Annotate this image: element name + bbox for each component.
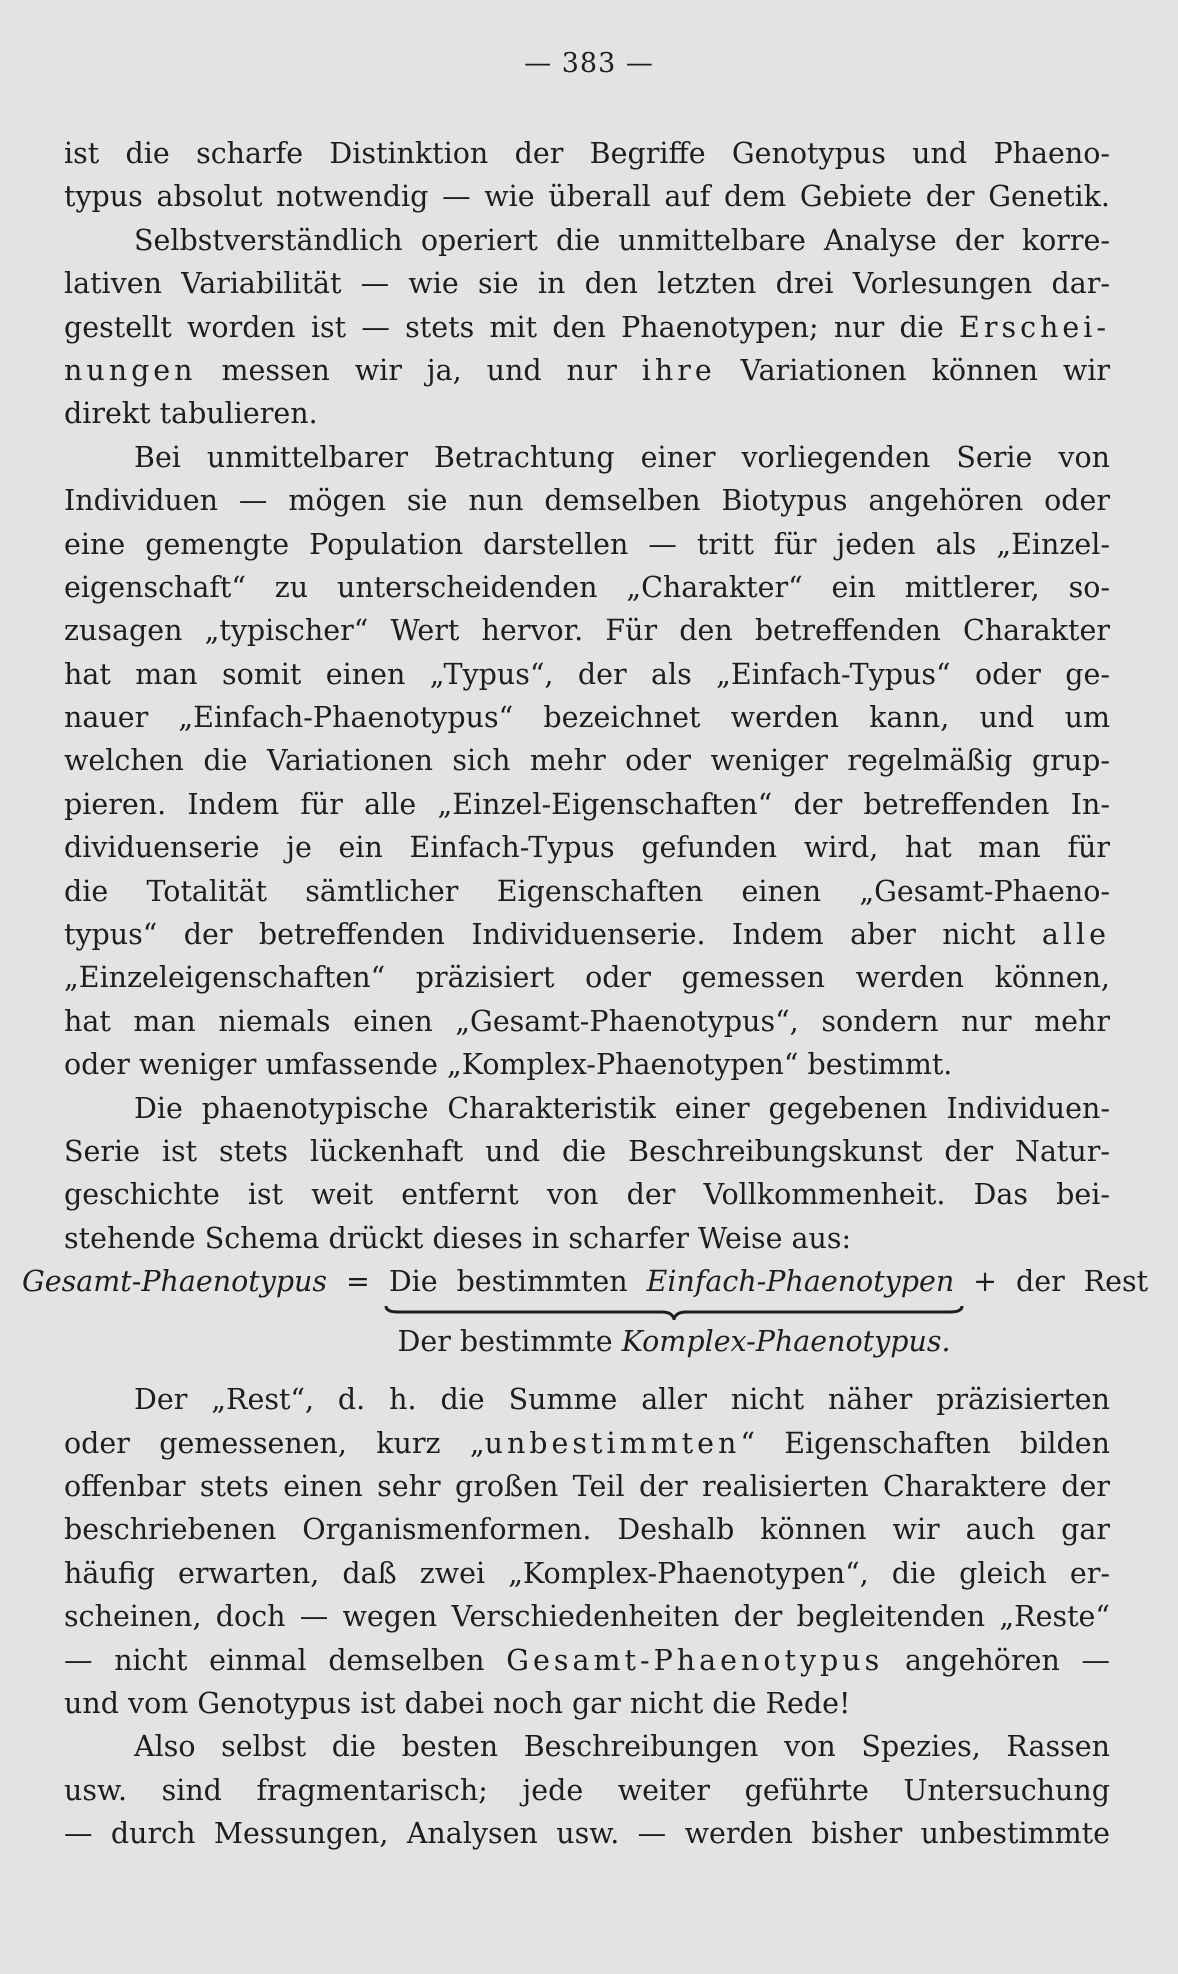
text-line: hat man niemals einen „Gesamt-Phaenotypus“, sondern nur mehr bbox=[64, 1004, 1110, 1038]
text-line: geschichte ist weit entfernt von der Vollkommenheit. Das bei- bbox=[64, 1178, 1110, 1212]
schema-plus: + bbox=[973, 1265, 998, 1299]
text-fragment: angehören — bbox=[883, 1643, 1111, 1677]
text-fragment: gestellt worden ist — stets mit den Phaenotypen; nur die bbox=[64, 310, 960, 344]
text-fragment: Variationen können wir bbox=[715, 353, 1110, 387]
schema-term-italic: Einfach-Phaenotypen bbox=[646, 1265, 955, 1299]
text-line: die Totalität sämtlicher Eigenschaften einen „Gesamt-Phaeno- bbox=[64, 874, 1110, 908]
paragraph bbox=[64, 436, 1110, 1087]
emphasized-text: ihre bbox=[641, 353, 716, 387]
schema-equals: = bbox=[345, 1265, 370, 1299]
text-line: nauer „Einfach-Phaenotypus“ bezeichnet werden kann, und um bbox=[64, 701, 1110, 735]
text-line: welchen die Variationen sich mehr oder weniger regelmäßig grup- bbox=[64, 744, 1110, 778]
emphasized-text: nungen bbox=[64, 353, 197, 387]
text-line: Also selbst die besten Beschreibungen von Spezies, Rassen bbox=[134, 1730, 1110, 1764]
schema-rest: der Rest bbox=[1016, 1265, 1149, 1299]
text-line bbox=[64, 306, 1110, 349]
text-line: pieren. Indem für alle „Einzel-Eigenschaften“ der betreffenden In- bbox=[64, 787, 1110, 821]
underbrace bbox=[384, 1304, 964, 1320]
text-line: Bei unmittelbarer Betrachtung einer vorliegenden Serie von bbox=[134, 440, 1110, 474]
text-line: eigenschaft“ zu unterscheidenden „Charakter“ ein mittlerer, so- bbox=[64, 570, 1110, 604]
text-line: — durch Messungen, Analysen usw. — werden bisher unbestimmte bbox=[64, 1817, 1110, 1851]
text-line: hat man somit einen „Typus“, der als „Einfach-Typus“ oder ge- bbox=[64, 657, 1110, 691]
text-line bbox=[64, 1422, 1110, 1465]
text-line: „Einzeleigenschaften“ präzisiert oder gemessen werden können, bbox=[64, 961, 1110, 995]
text-line: eine gemengte Population darstellen — tritt für jeden als „Einzel- bbox=[64, 527, 1110, 561]
emphasized-text: unbestimmten bbox=[484, 1426, 741, 1460]
emphasized-text: Gesamt-Phaenotypus bbox=[506, 1643, 884, 1677]
text-line: Die phaenotypische Charakteristik einer gegebenen Individuen- bbox=[134, 1091, 1110, 1125]
text-fragment: oder gemessenen, kurz „ bbox=[64, 1426, 485, 1460]
text-line bbox=[64, 349, 1110, 392]
text-line: zusagen „typischer“ Wert hervor. Für den betreffenden Charakter bbox=[64, 614, 1110, 648]
text-line: oder weniger umfassende „Komplex-Phaenotypen“ bestimmt. bbox=[64, 1048, 953, 1082]
schema-sub-prefix: Der bestimmte bbox=[397, 1325, 613, 1359]
text-line: und vom Genotypus ist dabei noch gar nicht die Rede! bbox=[64, 1686, 851, 1720]
emphasized-text: Erschei- bbox=[959, 310, 1110, 344]
text-line: usw. sind fragmentarisch; jede weiter geführte Untersuchung bbox=[64, 1773, 1110, 1807]
schema-term: Die bestimmten bbox=[388, 1265, 628, 1299]
schema-sub-term: Komplex-Phaenotypus. bbox=[621, 1325, 951, 1359]
text-line: offenbar stets einen sehr großen Teil der realisierten Charaktere der bbox=[64, 1469, 1110, 1503]
schema-lhs: Gesamt-Phaenotypus bbox=[22, 1265, 328, 1299]
text-line: Individuen — mögen sie nun demselben Biotypus angehören oder bbox=[64, 484, 1110, 518]
schema-main-line bbox=[22, 1260, 1148, 1304]
page-number: — 383 — bbox=[524, 48, 654, 79]
text-line: Der „Rest“, d. h. die Summe aller nicht näher präzisierten bbox=[134, 1383, 1110, 1417]
text-line: beschriebenen Organismenformen. Deshalb können wir auch gar bbox=[64, 1513, 1110, 1547]
text-line: direkt tabulieren. bbox=[64, 397, 318, 431]
text-line: dividuenserie je ein Einfach-Typus gefunden wird, hat man für bbox=[64, 831, 1110, 865]
text-line: häufig erwarten, daß zwei „Komplex-Phaenotypen“, die gleich er- bbox=[64, 1556, 1110, 1590]
text-line: typus absolut notwendig — wie überall auf dem Gebiete der Genetik. bbox=[64, 180, 1110, 214]
text-line: ist die scharfe Distinktion der Begriffe Genotypus und Phaeno- bbox=[64, 137, 1110, 170]
paragraph bbox=[64, 1378, 1110, 1725]
paragraph bbox=[64, 1087, 1110, 1261]
text-fragment: — nicht einmal demselben bbox=[64, 1643, 507, 1677]
schema-equation bbox=[22, 1260, 1149, 1378]
page-body bbox=[22, 132, 1149, 1855]
text-fragment: “ Eigenschaften bilden bbox=[740, 1426, 1111, 1460]
text-line: Selbstverständlich operiert die unmittelbare Analyse der korre- bbox=[134, 223, 1110, 257]
paragraph bbox=[64, 132, 1110, 436]
text-line bbox=[64, 913, 1110, 956]
text-fragment: typus“ der betreffenden Individuenserie. Indem aber nicht bbox=[64, 918, 1042, 952]
paragraph bbox=[64, 1725, 1110, 1855]
text-line: scheinen, doch — wegen Verschiedenheiten der begleitenden „Reste“ bbox=[64, 1600, 1110, 1634]
text-line: stehende Schema drückt dieses in scharfer Weise aus: bbox=[64, 1221, 852, 1255]
schema-subline bbox=[384, 1320, 964, 1364]
text-fragment: messen wir ja, und nur bbox=[196, 353, 642, 387]
text-line: lativen Variabilität — wie sie in den letzten drei Vorlesungen dar- bbox=[64, 267, 1110, 301]
text-line bbox=[64, 1639, 1110, 1682]
emphasized-text: alle bbox=[1041, 918, 1110, 952]
text-line: Serie ist stets lückenhaft und die Beschreibungskunst der Natur- bbox=[64, 1134, 1110, 1168]
